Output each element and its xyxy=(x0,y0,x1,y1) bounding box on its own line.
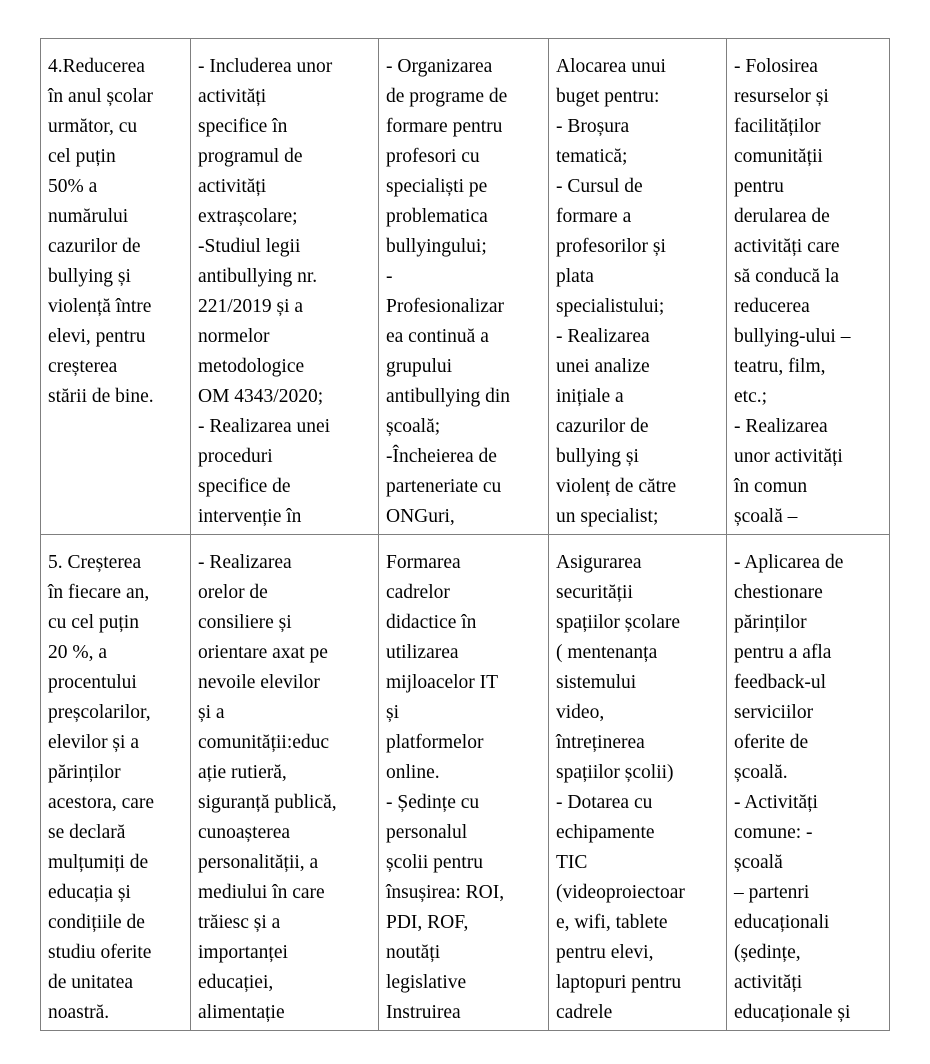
cell-text-line: bullyingului; xyxy=(386,236,487,257)
cell-text-line: școală; xyxy=(386,416,441,437)
cell-text-line: unei analize xyxy=(556,356,650,377)
cell-text-line: activități xyxy=(198,86,267,107)
cell-text-line: derularea de xyxy=(734,206,830,227)
cell-text-line: în anul școlar xyxy=(48,86,154,107)
table-cell-activities xyxy=(191,535,379,1031)
cell-text-line: procentului xyxy=(48,672,137,693)
cell-text-line: spațiilor școlare xyxy=(556,612,680,633)
cell-text-line: comune: - xyxy=(734,822,813,843)
cell-text-line: în comun xyxy=(734,476,808,497)
cell-text-line: video, xyxy=(556,702,605,723)
cell-text-line: educației, xyxy=(198,972,274,993)
cell-text-line: stării de bine. xyxy=(48,386,154,407)
cell-text-line: consiliere și xyxy=(198,612,292,633)
cell-text-line: - Realizarea xyxy=(734,416,828,437)
cell-text-line: școală xyxy=(734,852,783,873)
cell-text-line: (videoproiectoar xyxy=(556,882,685,903)
cell-text-line: activități xyxy=(734,972,803,993)
table-cell-objective xyxy=(41,39,191,535)
cell-text-line: etc.; xyxy=(734,386,768,407)
cell-text-line: - Aplicarea de xyxy=(734,552,844,573)
cell-text-line: cadrele xyxy=(556,1002,613,1023)
cell-text-line: tematică; xyxy=(556,146,628,167)
cell-text-line: Alocarea unui xyxy=(556,56,666,77)
cell-text-line: orientare axat pe xyxy=(198,642,328,663)
cell-text-line: platformelor xyxy=(386,732,484,753)
cell-text-line: importanței xyxy=(198,942,288,963)
cell-text-line: noastră. xyxy=(48,1002,110,1023)
cell-text-line: pentru xyxy=(734,176,784,197)
cell-text-line: pentru elevi, xyxy=(556,942,654,963)
cell-text-line: nevoile elevilor xyxy=(198,672,320,693)
cell-text-line: profesorilor și xyxy=(556,236,666,257)
cell-text-line: oferite de xyxy=(734,732,809,753)
cell-text-line: școală. xyxy=(734,762,788,783)
cell-text-line: părinților xyxy=(48,762,121,783)
cell-text-line: personalității, a xyxy=(198,852,319,873)
cell-text-line: proceduri xyxy=(198,446,273,467)
cell-text-line: cazurilor de xyxy=(48,236,141,257)
cell-text-line: pentru a afla xyxy=(734,642,832,663)
cell-text-line: - Realizarea unei xyxy=(198,416,331,437)
cell-text-line: plata xyxy=(556,266,594,287)
cell-text-line: activități xyxy=(198,176,267,197)
cell-text-line: 221/2019 și a xyxy=(198,296,304,317)
cell-text-line: Profesionalizar xyxy=(386,296,505,317)
cell-text-line: spațiilor școlii) xyxy=(556,762,674,783)
cell-text-line: școală – xyxy=(734,506,798,527)
cell-text-line: alimentație xyxy=(198,1002,285,1023)
table-row xyxy=(41,535,890,1031)
cell-text-line: - Dotarea cu xyxy=(556,792,653,813)
cell-text-line: unor activități xyxy=(734,446,843,467)
cell-text-line: extrașcolare; xyxy=(198,206,298,227)
table-body xyxy=(41,39,890,1031)
cell-text-line: ( mentenanța xyxy=(556,642,658,663)
table-cell-community-resources xyxy=(727,39,890,535)
cell-text-line: specifice în xyxy=(198,116,288,137)
cell-text-line: elevilor și a xyxy=(48,732,139,753)
cell-text-line: legislative xyxy=(386,972,467,993)
cell-text-line: sistemului xyxy=(556,672,637,693)
cell-text-line: cel puțin xyxy=(48,146,116,167)
cell-text-line: un specialist; xyxy=(556,506,659,527)
cell-text-line: specifice de xyxy=(198,476,291,497)
cell-text-line: specialistului; xyxy=(556,296,665,317)
cell-text-line: intervenție în xyxy=(198,506,302,527)
cell-text-line: teatru, film, xyxy=(734,356,826,377)
cell-text-line: - Broșura xyxy=(556,116,630,137)
table-cell-community-resources xyxy=(727,535,890,1031)
cell-text-line: educaționale și xyxy=(734,1002,851,1023)
cell-text-line: OM 4343/2020; xyxy=(198,386,324,407)
cell-text-line: buget pentru: xyxy=(556,86,660,107)
cell-text-line: resurselor și xyxy=(734,86,829,107)
cell-text-line: normelor xyxy=(198,326,270,347)
table-cell-activities xyxy=(191,39,379,535)
cell-text-line: 20 %, a xyxy=(48,642,108,663)
cell-text-line: -Încheierea de xyxy=(386,446,497,467)
cell-text-line: parteneriate cu xyxy=(386,476,502,497)
cell-text-line: se declară xyxy=(48,822,126,843)
cell-text-line: trăiesc și a xyxy=(198,912,281,933)
cell-text-line: didactice în xyxy=(386,612,477,633)
cell-text-line: condițiile de xyxy=(48,912,145,933)
cell-text-line: orelor de xyxy=(198,582,268,603)
cell-text-line: feedback-ul xyxy=(734,672,827,693)
cell-text-line: cu cel puțin xyxy=(48,612,139,633)
cell-text-line: reducerea xyxy=(734,296,810,317)
cell-text-line: comunității xyxy=(734,146,823,167)
cell-text-line: e, wifi, tablete xyxy=(556,912,668,933)
cell-text-line: profesori cu xyxy=(386,146,480,167)
cell-text-line: - Folosirea xyxy=(734,56,818,77)
table-cell-objective xyxy=(41,535,191,1031)
cell-text-line: personalul xyxy=(386,822,468,843)
cell-text-line: - Ședințe cu xyxy=(386,792,480,813)
cell-text-line: ea continuă a xyxy=(386,326,489,347)
cell-text-line: TIC xyxy=(556,852,588,873)
cell-text-line: educaționali xyxy=(734,912,830,933)
cell-text-line: - Realizarea xyxy=(556,326,650,347)
cell-text-line: noutăți xyxy=(386,942,441,963)
cell-text-line: (ședințe, xyxy=(734,942,801,963)
cell-text-line: următor, cu xyxy=(48,116,138,137)
cell-text-line: online. xyxy=(386,762,440,783)
action-plan-table xyxy=(40,38,890,1031)
cell-text-line: grupului xyxy=(386,356,453,377)
cell-text-line: și xyxy=(386,702,400,723)
cell-text-line: de programe de xyxy=(386,86,508,107)
cell-text-line: - xyxy=(386,266,393,287)
cell-text-line: serviciilor xyxy=(734,702,814,723)
cell-text-line: chestionare xyxy=(734,582,823,603)
cell-text-line: - Activități xyxy=(734,792,818,813)
cell-text-line: preșcolarilor, xyxy=(48,702,151,723)
cell-text-line: cadrelor xyxy=(386,582,450,603)
cell-text-line: și a xyxy=(198,702,225,723)
cell-text-line: ație rutieră, xyxy=(198,762,287,783)
cell-text-line: problematica xyxy=(386,206,488,227)
cell-text-line: securității xyxy=(556,582,633,603)
cell-text-line: siguranță publică, xyxy=(198,792,337,813)
cell-text-line: părinților xyxy=(734,612,807,633)
cell-text-line: mulțumiți de xyxy=(48,852,149,873)
table-cell-budget xyxy=(549,535,727,1031)
cell-text-line: – partenri xyxy=(734,882,810,903)
cell-text-line: metodologice xyxy=(198,356,305,377)
cell-text-line: mijloacelor IT xyxy=(386,672,499,693)
table-cell-budget xyxy=(549,39,727,535)
cell-text-line: cazurilor de xyxy=(556,416,649,437)
cell-text-line: însușirea: ROI, xyxy=(386,882,505,903)
cell-text-line: antibullying din xyxy=(386,386,511,407)
cell-text-line: 5. Creșterea xyxy=(48,552,142,573)
cell-text-line: cunoașterea xyxy=(198,822,291,843)
cell-text-line: Instruirea xyxy=(386,1002,461,1023)
cell-text-line: Asigurarea xyxy=(556,552,642,573)
cell-text-line: - Realizarea xyxy=(198,552,292,573)
cell-text-line: de unitatea xyxy=(48,972,133,993)
table-row xyxy=(41,39,890,535)
cell-text-line: violență între xyxy=(48,296,152,317)
cell-text-line: bullying și xyxy=(556,446,639,467)
cell-text-line: ONGuri, xyxy=(386,506,455,527)
cell-text-line: inițiale a xyxy=(556,386,624,407)
cell-text-line: Formarea xyxy=(386,552,461,573)
cell-text-line: bullying-ului – xyxy=(734,326,851,347)
cell-text-line: bullying și xyxy=(48,266,131,287)
cell-text-line: creșterea xyxy=(48,356,118,377)
cell-text-line: întreținerea xyxy=(556,732,645,753)
cell-text-line: echipamente xyxy=(556,822,655,843)
cell-text-line: laptopuri pentru xyxy=(556,972,682,993)
cell-text-line: formare pentru xyxy=(386,116,503,137)
cell-text-line: acestora, care xyxy=(48,792,155,813)
cell-text-line: comunității:educ xyxy=(198,732,330,753)
cell-text-line: 50% a xyxy=(48,176,98,197)
cell-text-line: 4.Reducerea xyxy=(48,56,145,77)
cell-text-line: violenț de către xyxy=(556,476,677,497)
cell-text-line: - Includerea unor xyxy=(198,56,333,77)
cell-text-line: programul de xyxy=(198,146,303,167)
cell-text-line: specialiști pe xyxy=(386,176,488,197)
cell-text-line: elevi, pentru xyxy=(48,326,146,347)
cell-text-line: - Organizarea xyxy=(386,56,493,77)
cell-text-line: antibullying nr. xyxy=(198,266,318,287)
cell-text-line: utilizarea xyxy=(386,642,459,663)
cell-text-line: educația și xyxy=(48,882,131,903)
table-cell-training xyxy=(379,39,549,535)
table-cell-training xyxy=(379,535,549,1031)
cell-text-line: studiu oferite xyxy=(48,942,152,963)
cell-text-line: activități care xyxy=(734,236,840,257)
cell-text-line: școlii pentru xyxy=(386,852,483,873)
cell-text-line: mediului în care xyxy=(198,882,325,903)
cell-text-line: formare a xyxy=(556,206,632,227)
cell-text-line: -Studiul legii xyxy=(198,236,301,257)
cell-text-line: facilităților xyxy=(734,116,821,137)
cell-text-line: numărului xyxy=(48,206,129,227)
cell-text-line: - Cursul de xyxy=(556,176,643,197)
cell-text-line: să conducă la xyxy=(734,266,840,287)
cell-text-line: în fiecare an, xyxy=(48,582,150,603)
cell-text-line: PDI, ROF, xyxy=(386,912,469,933)
